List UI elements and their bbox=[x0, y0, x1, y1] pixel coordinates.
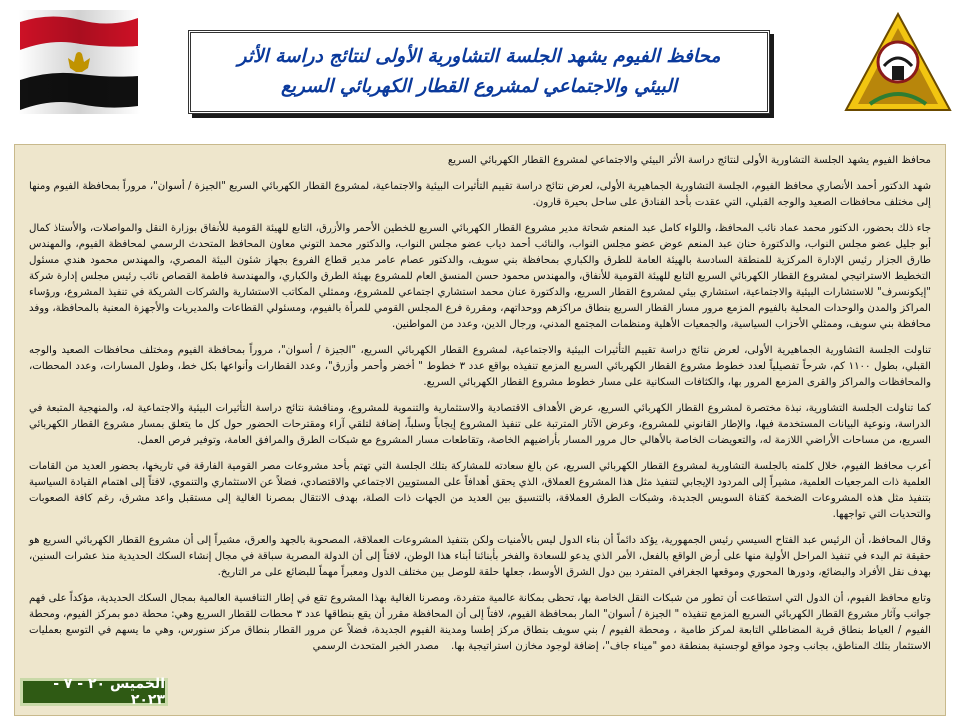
headline-box bbox=[188, 30, 770, 114]
egypt-flag-icon bbox=[18, 10, 140, 114]
article-paragraph-2: شهد الدكتور أحمد الأنصاري محافظ الفيوم، الجلسة التشاورية الجماهيرية الأولى، لعرض نتائج دراسة تقييم التأثيرات البيئية والاجتماعية، لمشروع القطار الكهربائي السريع "الجيزة / أسوان"، مروراً بمحافظة الفيوم ومنها إلى مختلف محافظات الصعيد والوجه القبلي، التي عقدت بأحد الفنادق على ساحل بحيرة قارون. bbox=[29, 181, 931, 208]
source-label: مصدر الخبر المتحدث الرسمي bbox=[312, 641, 439, 652]
article-paragraph-5: كما تناولت الجلسة التشاورية، نبذة مختصرة لمشروع القطار الكهربائي السريع، عرض الأهداف الاقتصادية والاستثمارية والتنموية للمشروع، ومناقشة نتائج دراسة التأثيرات البيئية والاجتماعية له، والمنهجية المتبعة في الدراسة، ونوعية البيانات المستخدمة فيها، والإطار القانوني للمشروع، وعرض الآثار المترتبة على تنفيذ المشروع إيجاباً وسلباً، إضافة لتلقي آراء ومقترحات الحضور حول كل ما يتعلق بمسار مشروع القطار الكهربائي السريع، من مساحات الأراضي اللازمة له، والتعويضات الخاصة بالأهالي حال مرور المسار بأراضيهم الخاصة، وتقاطعات مسار المشروع مع شبكات الطرق والمرافق العامة، وتوفير فرص العمل. bbox=[29, 403, 931, 446]
article-body bbox=[14, 144, 946, 716]
article-paragraph-8-text: وتابع محافظ الفيوم، أن الدول التي استطاعت أن تطور من شبكات النقل الخاصة بها، تحظى بمكانة عالمية متفردة، ومصرنا الغالية بهذا المشروع تقع في إطار التنافسية العالمية بمجال السكك الحديدية، مؤكداً على فهم جوانب وآثار مشروع القطار الكهربائي السريع المزمع تنفيذه " الجيزة / أسوان" المار بمحافظة الفيوم، لافتاً إلى أن المحافظة مقرر أن يقع بنطاقها عدد ٣ محطات للقطار السريع وهي: محطة دمو بمركز الفيوم، ومحطة الفيوم / العياط بنطاق قرية المضاطلي التابعة لمركز طامية ، ومحطة الفيوم / بني سويف بنطاق مركز إطسا ومدينة الفيوم الجديدة، فضلاً عن مرور القطار بنطاق مركز سنورس، وهي ما يسهم في التوسع بعمليات الاستثمار بتلك المناطق، بجانب وجود مواقع لوجستية بمنطقة دمو "ميناء جاف"، إضافة لوجود مخازن استراتيجية بها. bbox=[29, 593, 931, 652]
article-paragraph-4: تناولت الجلسة التشاورية الجماهيرية الأولى، لعرض نتائج دراسة تقييم التأثيرات البيئية والاجتماعية، لمشروع القطار الكهربائي السريع، "الجيزة / أسوان"، مروراً بمحافظة الفيوم ومختلف محافظات الصعيد والوجه القبلي، بطول ١١٠٠ كم، شرحاً تفصيلياً لعدد خطوط مشروع القطار الكهربائي السريع المزمع تنفيذه بواقع عدد ٣ خطوط " أخضر وأحمر وأزرق"، وعدد القطارات وأنواعها بكل خط، وطول المسارات، وعدد المحطات، والمحافظات والمراكز والقرى المزمع المرور بها، والكثافات السكانية على مسار خطوط مشروع القطار الكهربائي السريع. bbox=[29, 345, 931, 388]
date-badge: الخميس ٢٠ - ٧ - ٢٠٢٣ bbox=[20, 678, 168, 706]
article-paragraph-3: جاء ذلك بحضور، الدكتور محمد عماد نائب المحافظ، واللواء كامل عبد المنعم شحاتة مدير مشروع القطار الكهربائي السريع للخطين الأحمر والأزرق، التابع للهيئة القومية للأنفاق بوزارة النقل والمواصلات، والأستاذ كمال أبو جليل عضو مجلس النواب، والدكتورة حنان عبد المنعم عوض عضو مجلس النواب، والنائب أحمد دياب عضو مجلس النواب، والدكتور محمد التوني معاون المحافظ المتحدث الرسمي لمحافظة الفيوم، والمهندس طارق الجزار رئيس الإدارة المركزية للمنطقة السادسة بالهيئة العامة للطرق والكباري بمحافظة بني سويف، والدكتور عصام عامر مدير قطاع الفروع بجهاز شئون البيئة المصري، والمهندس محمود هندي مسئول التخطيط الاستراتيجي لمشروع القطار الكهربائي السريع التابع للهيئة القومية للأنفاق، والمهندس محمود حسن المنسق العام للمشروع بهيئة الطرق والكباري، والمهندسة فاطمة القصاص نائب رئيس مجلس إدارة شركة "إيكونسرف" للاستشارات البيئية والاجتماعية، استشاري بيئي لمشروع القطار السريع، والدكتورة عنان محمد استشاري اجتماعي للمشروع، وممثلي المكاتب الاستشارية والشركات الشريكة في تنفيذ المشروع، ورؤساء المراكز والمدن والوحدات المحلية بالفيوم المزمع مرور مسار القطار السريع بنطاق مراكزهم ووحداتهم، ومقررة فرع المجلس القومي للمرأة بالفيوم، ومسئولي القطاعات والمديريات والأجهزة المعنية بالمحافظة، ووفد محافظة بني سويف، وممثلي الأحزاب السياسية، والجمعيات الأهلية ومنظمات المجتمع المدني، ورجال الدين، وعدد من المواطنين. bbox=[29, 223, 931, 330]
article-paragraph-6: أعرب محافظ الفيوم، خلال كلمته بالجلسة التشاورية لمشروع القطار الكهربائي السريع، عن بالغ سعادته للمشاركة بتلك الجلسة التي تهتم بأحد مشروعات مصر القومية الفارقة في تاريخها، بحضور العديد من القامات العلمية ذات المرجعيات العلمية، مشيراً إلى المردود الإيجابي لتنفيذ مثل هذا المشروع العملاق، الذي يحقق أهدافاً على المستويين الاجتماعي والاقتصادي، فضلاً عن الاستثماري والتنموي، لافتاً إلى اهتمام القيادة السياسية بتنفيذ مثل هذه المشروعات الضخمة كقناة السويس الجديدة، وشبكات الطرق العملاقة، بالتنسيق بين العديد من الجهات ذات الصلة، بهدف الانتقال بمصرنا الغالية إلى مستقبل واعد مشرق، رغم كافة الصعوبات والتحديات التي تواجهها. bbox=[29, 461, 931, 520]
headline-line-2: البيئي والاجتماعي لمشروع القطار الكهربائي السريع bbox=[280, 76, 678, 97]
fayoum-logo bbox=[840, 10, 956, 118]
article-paragraph-8 bbox=[29, 591, 931, 655]
governorate-emblem-icon bbox=[840, 10, 956, 118]
headline bbox=[228, 42, 731, 102]
headline-line-1: محافظ الفيوم يشهد الجلسة التشاورية الأولى لنتائج دراسة الأثر bbox=[237, 46, 721, 67]
article-paragraph-7: وقال المحافظ، أن الرئيس عبد الفتاح السيسي رئيس الجمهورية، يؤكد دائماً أن بناء الدول ليس بالأمنيات ولكن بتنفيذ المشروعات العملاقة، المصحوبة بالجهد والعرق، مشيراً إلى أن مشروع القطار الكهربائي السريع هو حقيقة تم البدء في تنفيذ المراحل الأولية منها على أرض الواقع بالفعل، الأمر الذي يدعو للسعادة والفخر بأبنائنا أبناء هذا الوطن، لافتاً إلى أن الدولة المصرية سباقة في مجال إنشاء السكك الحديدية منذ عشرات السنين، بهدف نقل الأفراد والبضائع، ودورها المحوري وموقعها الجغرافي المتفرد بين دول الشرق الأوسط، جعلها حلقة للوصل بين مختلف الدول ومعبراً مهماً للبضائع على مر التاريخ. bbox=[29, 535, 931, 578]
article-paragraph-1: محافظ الفيوم يشهد الجلسة التشاورية الأولى لنتائج دراسة الأثر البيئي والاجتماعي لمشروع القطار الكهربائي السريع bbox=[447, 155, 931, 166]
egypt-flag bbox=[18, 10, 140, 114]
